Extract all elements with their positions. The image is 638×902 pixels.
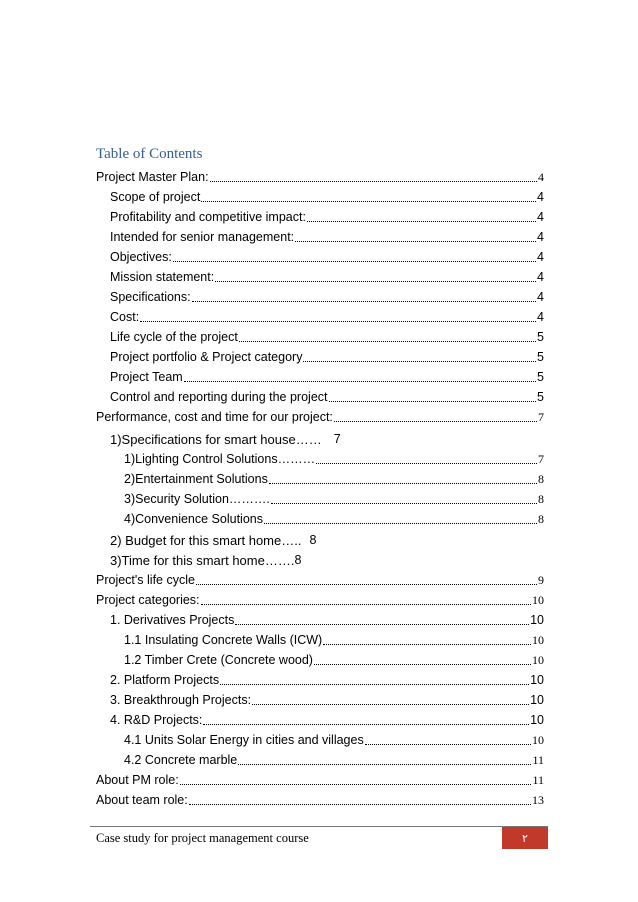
- toc-entry-label: 2. Platform Projects: [110, 673, 220, 687]
- toc-entry-label: Profitability and competitive impact:: [110, 210, 306, 224]
- toc-leader-dots: [314, 663, 531, 665]
- toc-title: Table of Contents: [96, 146, 203, 162]
- toc-leader-dots: [201, 200, 536, 202]
- toc-entry-label: 2)Entertainment Solutions: [124, 472, 268, 486]
- toc-entry-time[interactable]: [96, 550, 544, 568]
- toc-entry-control-reporting[interactable]: [96, 387, 544, 405]
- footer-divider: [90, 826, 548, 827]
- toc-entry-budget[interactable]: [96, 530, 544, 548]
- toc-entry-page: 4: [537, 270, 544, 284]
- toc-entry-label: Mission statement:: [110, 270, 215, 284]
- toc-entry-page: 11: [532, 773, 544, 787]
- toc-entry-project-team[interactable]: [96, 367, 544, 385]
- toc-leader-dots: [192, 300, 536, 302]
- toc-entry-page: 5: [537, 370, 544, 384]
- toc-leader-dots: [316, 462, 537, 464]
- toc-entry-page: 5: [537, 330, 544, 344]
- toc-entry-solar-energy[interactable]: [96, 730, 544, 748]
- toc-leader-dots: [173, 260, 536, 262]
- toc-entry-page: 8: [538, 472, 544, 486]
- toc-entry-label: Performance, cost and time for our project:: [96, 410, 333, 424]
- toc-entry-label: 4)Convenience Solutions: [124, 512, 263, 526]
- toc-entry-objectives[interactable]: [96, 247, 544, 265]
- page-number-badge: ٢: [502, 827, 548, 849]
- toc-entry-specifications-smart-house[interactable]: [96, 429, 544, 447]
- toc-entry-label: 1. Derivatives Projects: [110, 613, 235, 627]
- toc-entry-page: 8: [294, 553, 302, 567]
- toc-leader-dots: [307, 220, 536, 222]
- toc-entry-label: 3)Time for this smart home…….: [110, 553, 295, 568]
- toc-leader-dots: [189, 803, 531, 805]
- toc-leader-dots: [295, 240, 536, 242]
- toc-entry-project-categories[interactable]: [96, 590, 544, 608]
- toc-entry-label: Project Master Plan:: [96, 170, 209, 184]
- toc-entry-page: 4: [537, 310, 544, 324]
- toc-entry-label: Cost:: [110, 310, 140, 324]
- toc-entry-page: 10: [532, 733, 544, 747]
- toc-leader-dots: [271, 502, 537, 504]
- toc-entry-label: Objectives:: [110, 250, 172, 264]
- toc-entry-label: 4.1 Units Solar Energy in cities and villages: [124, 733, 364, 747]
- toc-entry-breakthrough-projects[interactable]: [96, 690, 544, 708]
- toc-leader-dots: [196, 583, 537, 585]
- toc-entry-insulating-concrete-walls[interactable]: [96, 630, 544, 648]
- toc-entry-timber-crete[interactable]: [96, 650, 544, 668]
- toc-entry-label: 1)Specifications for smart house……: [110, 432, 322, 447]
- toc-entry-life-cycle[interactable]: [96, 327, 544, 345]
- toc-entry-label: 1.2 Timber Crete (Concrete wood): [124, 653, 313, 667]
- toc-entry-scope-of-project[interactable]: [96, 187, 544, 205]
- toc-leader-dots: [269, 482, 537, 484]
- toc-entry-projects-life-cycle[interactable]: [96, 570, 544, 588]
- toc-leader-dots: [220, 683, 529, 685]
- toc-entry-page: 13: [532, 793, 544, 807]
- toc-entry-about-pm-role[interactable]: [96, 770, 544, 788]
- toc-entry-page: 10: [532, 653, 544, 667]
- toc-leader-dots: [329, 400, 537, 402]
- toc-entry-page: 10: [530, 713, 544, 727]
- toc-entry-performance-cost-time[interactable]: [96, 407, 544, 425]
- toc-entry-label: 4. R&D Projects:: [110, 713, 203, 727]
- toc-entry-label: Project's life cycle: [96, 573, 195, 587]
- toc-entry-entertainment[interactable]: [96, 469, 544, 487]
- toc-entry-page: 4: [537, 290, 544, 304]
- toc-entry-page: 5: [537, 350, 544, 364]
- toc-entry-label: Project categories:: [96, 593, 200, 607]
- toc-entry-concrete-marble[interactable]: [96, 750, 544, 768]
- toc-entry-page: 10: [532, 593, 544, 607]
- toc-leader-dots: [365, 743, 531, 745]
- toc-leader-dots: [238, 763, 531, 765]
- toc-entry-label: Specifications:: [110, 290, 191, 304]
- toc-entry-page: 10: [530, 673, 544, 687]
- toc-entry-page: 4: [537, 250, 544, 264]
- toc-entry-page: 4: [537, 190, 544, 204]
- toc-leader-dots: [264, 522, 537, 524]
- footer-text: Case study for project management course: [96, 831, 309, 845]
- toc-entry-label: 1)Lighting Control Solutions………: [124, 452, 316, 466]
- toc-entry-page: 11: [532, 753, 544, 767]
- toc-entry-page: 5: [537, 390, 544, 404]
- toc-leader-dots: [215, 280, 536, 282]
- toc-entry-lighting-control[interactable]: [96, 449, 544, 467]
- toc-leader-dots: [201, 603, 531, 605]
- toc-entry-rd-projects[interactable]: [96, 710, 544, 728]
- toc-entry-label: Control and reporting during the project: [110, 390, 328, 404]
- toc-entry-page: 4: [538, 170, 544, 184]
- toc-entry-specifications[interactable]: [96, 287, 544, 305]
- toc-entry-label: Life cycle of the project: [110, 330, 238, 344]
- toc-entry-cost[interactable]: [96, 307, 544, 325]
- toc-entry-label: Project portfolio & Project category: [110, 350, 303, 364]
- toc-entry-intended-senior-management[interactable]: [96, 227, 544, 245]
- toc-leader-dots: [239, 340, 536, 342]
- toc-entry-security[interactable]: [96, 489, 544, 507]
- toc-entry-mission-statement[interactable]: [96, 267, 544, 285]
- toc-leader-dots: [235, 623, 529, 625]
- toc-leader-dots: [184, 380, 536, 382]
- toc-leader-dots: [323, 643, 531, 645]
- toc-leader-dots: [252, 703, 529, 705]
- toc-entry-page: 4: [537, 210, 544, 224]
- toc-entry-page: 8: [309, 533, 317, 547]
- toc-entry-platform-projects[interactable]: [96, 670, 544, 688]
- toc-leader-dots: [180, 783, 532, 785]
- toc-entry-page: 10: [530, 613, 544, 627]
- toc-entry-profitability[interactable]: [96, 207, 544, 225]
- toc-entry-page: 9: [538, 573, 544, 587]
- toc-entry-page: 8: [538, 512, 544, 526]
- toc-entry-page: 4: [537, 230, 544, 244]
- toc-entry-label: 3)Security Solution……….: [124, 492, 270, 506]
- toc-entry-project-master-plan[interactable]: [96, 167, 544, 185]
- toc-entry-derivatives-projects[interactable]: [96, 610, 544, 628]
- toc-entry-page: 10: [530, 693, 544, 707]
- toc-entry-page: 10: [532, 633, 544, 647]
- toc-entry-page: 8: [538, 492, 544, 506]
- toc-leader-dots: [303, 360, 536, 362]
- toc-entry-project-portfolio[interactable]: [96, 347, 544, 365]
- toc-leader-dots: [334, 420, 537, 422]
- toc-entry-label: Project Team: [110, 370, 183, 384]
- toc-entry-label: About PM role:: [96, 773, 179, 787]
- toc-entry-label: 4.2 Concrete marble: [124, 753, 238, 767]
- toc-entry-about-team-role[interactable]: [96, 790, 544, 808]
- toc-entry-page: 7: [538, 452, 544, 466]
- toc-entry-label: 1.1 Insulating Concrete Walls (ICW): [124, 633, 323, 647]
- toc-entry-label: 2) Budget for this smart home…..: [110, 533, 302, 548]
- toc-entry-label: Scope of project: [110, 190, 201, 204]
- toc-entry-label: 3. Breakthrough Projects:: [110, 693, 252, 707]
- toc-leader-dots: [140, 320, 536, 322]
- toc-entry-label: About team role:: [96, 793, 188, 807]
- toc-entry-convenience[interactable]: [96, 509, 544, 527]
- toc-entry-page: 7: [538, 410, 544, 424]
- toc-leader-dots: [210, 180, 537, 182]
- toc-entry-label: Intended for senior management:: [110, 230, 295, 244]
- toc-entry-page: 7: [333, 432, 341, 446]
- toc-leader-dots: [203, 723, 529, 725]
